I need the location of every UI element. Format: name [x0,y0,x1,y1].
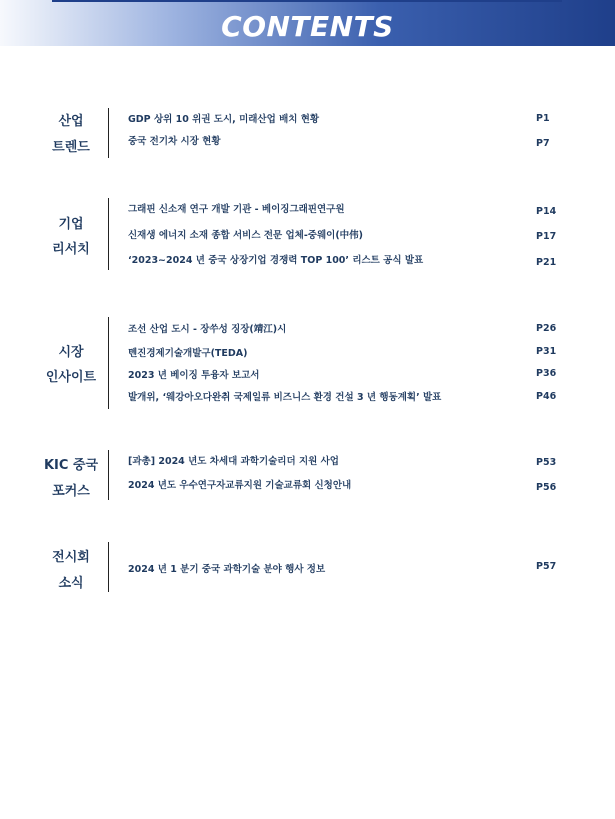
category-line: 산업 [58,114,84,129]
toc-item[interactable]: 신재생 에너지 소재 종합 서비스 전문 업체-중웨이(中伟) [128,230,364,241]
toc-page-number: P14 [536,206,557,217]
toc-item[interactable]: 톈진경제기술개발구(TEDA) [128,348,248,359]
toc-page-number: P31 [536,346,557,357]
header-top-rule [52,0,562,2]
toc-item[interactable]: 중국 전기차 시장 현황 [128,136,221,147]
toc-page-number: P46 [536,391,557,402]
toc-page-number: P56 [536,482,557,493]
section-divider [108,450,109,500]
toc-page-number: P26 [536,323,557,334]
section-divider [108,198,109,270]
category-line: 인사이트 [45,370,97,385]
toc-item[interactable]: 발개위, ‘웨강아오다완취 국제일류 비즈니스 환경 건설 3 년 행동계획’ 발표 [128,392,442,403]
toc-page-number: P57 [536,561,557,572]
toc-page-number: P36 [536,368,557,379]
category-line: 트렌드 [52,140,90,155]
toc-page-number: P17 [536,231,557,242]
toc-page-number: P53 [536,457,557,468]
category-line: 전시회 [52,550,90,565]
toc-item[interactable]: 그래핀 신소재 연구 개발 기관 - 베이징그래핀연구원 [128,204,345,215]
category-line: 시장 [58,345,84,360]
page-title: CONTENTS [221,10,394,43]
category-line: 기업 [58,217,84,232]
toc-item[interactable]: 조선 산업 도시 - 장쑤성 징장(靖江)시 [128,324,287,335]
section-divider [108,317,109,409]
category-line: 포커스 [52,484,90,499]
toc-page-number: P7 [536,138,550,149]
section-divider [108,108,109,158]
toc-page-number: P21 [536,257,557,268]
toc-item[interactable]: 2024 년 1 분기 중국 과학기술 분야 행사 정보 [128,564,326,575]
section-divider [108,542,109,592]
toc-page-number: P1 [536,113,550,124]
toc-item[interactable]: ‘2023~2024 년 중국 상장기업 경쟁력 TOP 100’ 리스트 공식 발표 [128,255,424,266]
category-line: 소식 [58,576,84,591]
toc-item[interactable]: [과총] 2024 년도 차세대 과학기술리더 지원 사업 [128,456,339,467]
category-line: 리서치 [52,242,90,257]
toc-item[interactable]: 2024 년도 우수연구자교류지원 기술교류회 신청안내 [128,480,352,491]
category-line: KIC 중국 [43,458,99,473]
toc-item[interactable]: GDP 상위 10 위권 도시, 미래산업 배치 현황 [128,114,320,125]
toc-item[interactable]: 2023 년 베이징 투융자 보고서 [128,370,260,381]
